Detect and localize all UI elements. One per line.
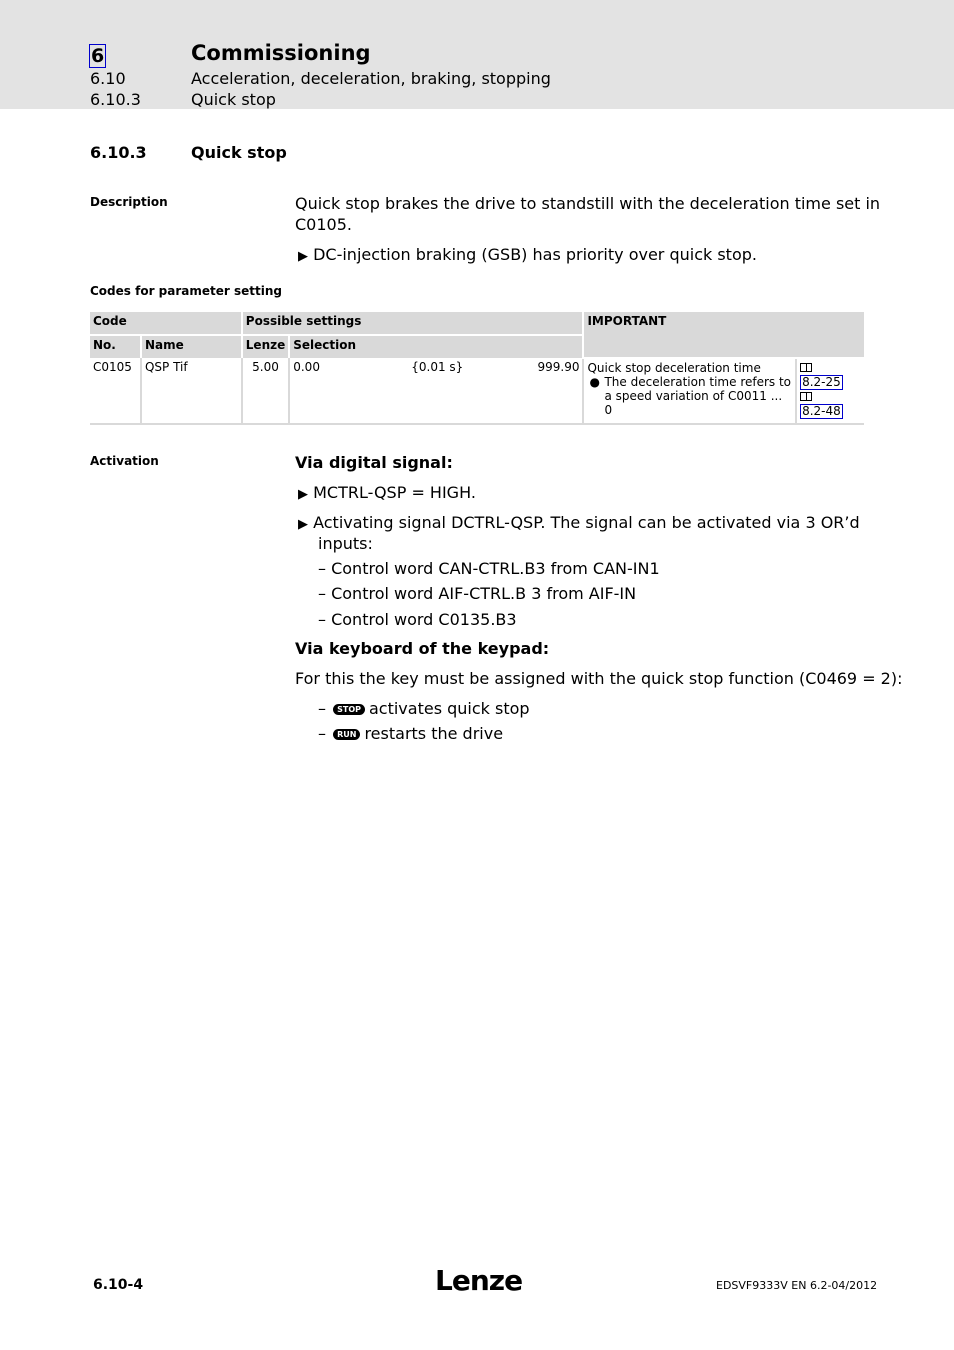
header-lenze: Lenze — [242, 335, 289, 358]
triangle-bullet-icon: ▶ — [298, 517, 308, 532]
digital-signal-heading: Via digital signal: — [295, 453, 453, 472]
cell-important — [583, 358, 796, 423]
cell-selection — [289, 358, 583, 423]
codes-label: Codes for parameter setting — [90, 284, 282, 298]
selection-min: 0.00 — [293, 360, 320, 374]
dash-item-3: – Control word C0135.B3 — [318, 610, 517, 629]
stop-key-icon: STOP — [333, 704, 365, 715]
dash-item-2: – Control word AIF-CTRL.B 3 from AIF-IN — [318, 584, 637, 603]
reference-link-2[interactable]: 8.2-48 — [802, 404, 841, 418]
book-icon — [800, 363, 812, 372]
document-id: EDSVF9333V EN 6.2-04/2012 — [716, 1279, 878, 1292]
cell-references — [796, 358, 864, 423]
run-key-icon: RUN — [333, 729, 360, 740]
chapter-number[interactable]: 6 — [91, 45, 105, 67]
bullet-dot-icon: ● — [589, 375, 600, 389]
table-header-row — [90, 312, 864, 335]
description-label: Description — [90, 195, 168, 209]
header-important: IMPORTANT — [583, 312, 864, 358]
lenze-logo: Lenze — [435, 1264, 523, 1297]
section-number: 6.10.3 — [90, 143, 147, 162]
page-number: 6.10-4 — [93, 1277, 144, 1293]
stop-key-item: – STOP activates quick stop — [318, 699, 530, 718]
description-bullet — [298, 245, 757, 264]
breadcrumb-title-1: Acceleration, deceleration, braking, stopping — [191, 69, 551, 88]
description-text-line2: C0105. — [295, 215, 352, 234]
important-title: Quick stop deceleration time — [587, 361, 761, 375]
description-text-line1: Quick stop brakes the drive to standstill with the deceleration time set in — [295, 194, 881, 213]
triangle-bullet-icon: ▶ — [298, 487, 308, 502]
chapter-title: Commissioning — [191, 41, 371, 65]
keypad-heading: Via keyboard of the keypad: — [295, 639, 550, 658]
activation-bullet-2-line2: inputs: — [318, 534, 373, 553]
page-header-band — [0, 0, 954, 109]
cell-lenze: 5.00 — [242, 358, 289, 423]
section-title: Quick stop — [191, 143, 287, 162]
header-code: Code — [90, 312, 242, 335]
table-bottom-rule — [90, 423, 864, 425]
breadcrumb-number-1: 6.10 — [90, 69, 126, 88]
book-icon — [800, 392, 812, 401]
description-bullet-text: DC-injection braking (GSB) has priority over quick stop. — [313, 245, 757, 264]
stop-key-text: activates quick stop — [368, 699, 530, 718]
header-name: Name — [141, 335, 242, 358]
important-bullet-line1: The deceleration time refers to — [604, 375, 792, 389]
header-possible-settings: Possible settings — [242, 312, 584, 335]
cell-code-no: C0105 — [90, 358, 141, 423]
breadcrumb-number-2: 6.10.3 — [90, 90, 141, 109]
codes-table — [90, 312, 864, 423]
important-bullet-line2: a speed variation of C0011 ... 0 — [604, 389, 783, 417]
keypad-text: For this the key must be assigned with the quick stop function (C0469 = 2): — [295, 669, 903, 688]
cell-name: QSP Tif — [141, 358, 242, 423]
triangle-bullet-icon: ▶ — [298, 249, 308, 264]
selection-max: 999.90 — [537, 360, 580, 374]
activation-bullet-1 — [298, 483, 476, 502]
breadcrumb-title-2: Quick stop — [191, 90, 276, 109]
activation-label: Activation — [90, 454, 159, 468]
header-no: No. — [90, 335, 141, 358]
run-key-item: – RUN restarts the drive — [318, 724, 504, 743]
activation-bullet-1-text: MCTRL-QSP = HIGH. — [313, 483, 476, 502]
selection-step: {0.01 s} — [411, 360, 464, 374]
dash-item-1: – Control word CAN-CTRL.B3 from CAN-IN1 — [318, 559, 660, 578]
run-key-text: restarts the drive — [364, 724, 504, 743]
activation-bullet-2-text: Activating signal DCTRL-QSP. The signal can be activated via 3 OR’d — [313, 513, 860, 532]
reference-link-1[interactable]: 8.2-25 — [802, 375, 841, 389]
activation-bullet-2 — [298, 513, 860, 532]
table-row — [90, 358, 864, 423]
header-selection: Selection — [289, 335, 583, 358]
